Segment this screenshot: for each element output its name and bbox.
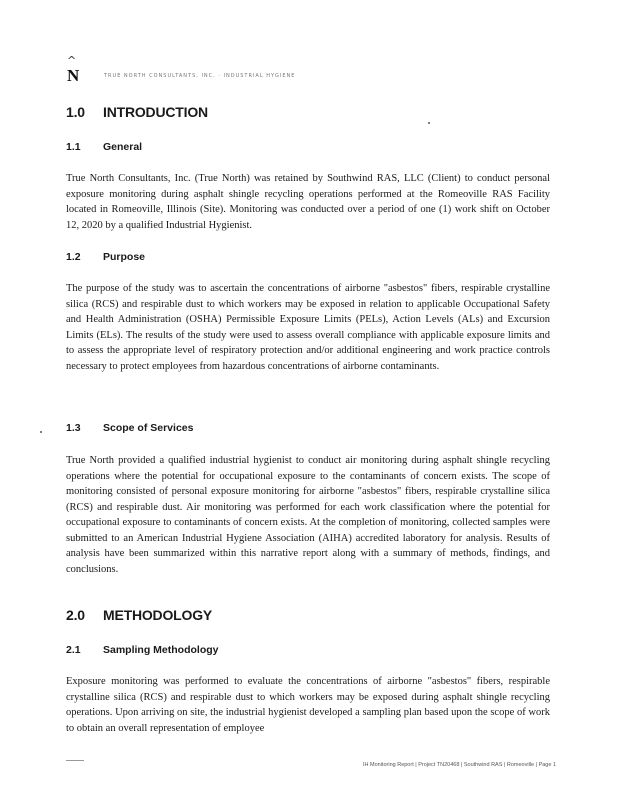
section-number: 1.0 [66, 104, 85, 120]
subsection-title: Sampling Methodology [103, 644, 219, 656]
section-title: INTRODUCTION [103, 104, 208, 120]
subsection-number: 1.3 [66, 422, 81, 434]
subsection-number: 1.1 [66, 141, 81, 153]
sampling-paragraph: Exposure monitoring was performed to evaluate the concentrations of airborne "asbestos" fibers, respirable crystalline silica (RCS) and respirable dust to which workers may be exposed during asphalt shingle recycling operations. Upon arriving on site, the industrial hygienist developed a sampling plan based upon the scope of work to obtain an overall representation of employee [66, 676, 550, 734]
page-footer: IH Monitoring Report | Project TN20468 | Southwind RAS | Romeoville | Page 1 [362, 762, 556, 768]
purpose-paragraph: The purpose of the study was to ascertain the concentrations of airborne "asbestos" fibers, respirable crystalline silica (RCS) and respirable dust to which workers may be exposed in relation to applicable Occupational Safety and Health Administration (OSHA) Permissible Exposure Limits (PELs), Action Levels (ALs) and Excursion Limits (ELs). The results of the study were used to assess overall compliance with applicable exposure limits and to assess the appropriate level of respiratory protection and/or additional engineering and work practice controls necessary to protect employees from hazardous concentrations of airborne contaminants. [66, 283, 550, 372]
subsection-heading-general [66, 141, 142, 153]
subsection-number: 2.1 [66, 644, 81, 656]
subsection-heading-sampling [66, 644, 219, 656]
logo-letter: N [67, 66, 80, 85]
subsection-heading-purpose [66, 251, 145, 263]
subsection-title: Scope of Services [103, 422, 194, 434]
speck-mark [428, 122, 430, 124]
scope-paragraph: True North provided a qualified industrial hygienist to conduct air monitoring during asphalt shingle recycling operations where the potential for occupational exposure to the contaminants of concern exists. The scope of monitoring consisted of personal exposure monitoring for airborne "asbestos" fibers, respirable crystalline silica (RCS) and respirable dust. Air monitoring was performed for each work classification where the potential for occupational exposure to contaminants of concern exists. At the completion of monitoring, collected samples were submitted to an American Industrial Hygiene Association (AIHA) accredited laboratory for analysis. Results of analysis have been summarized within this narrative report along with a summary of methods, findings, and conclusions. [66, 455, 550, 575]
running-head: TRUE NORTH CONSULTANTS, INC. · INDUSTRIAL HYGIENE [104, 73, 296, 79]
section-number: 2.0 [66, 607, 85, 623]
logo-chevron-icon: ^ [67, 54, 77, 67]
subsection-title: Purpose [103, 251, 146, 263]
section-heading-introduction [66, 104, 208, 120]
section-title: METHODOLOGY [103, 607, 213, 623]
footer-rule [66, 760, 84, 761]
section-heading-methodology [66, 607, 212, 623]
subsection-title: General [103, 141, 143, 153]
company-logo [64, 55, 86, 87]
subsection-heading-scope [66, 422, 193, 434]
general-paragraph: True North Consultants, Inc. (True North) was retained by Southwind RAS, LLC (Client) to conduct personal exposure monitoring during asphalt shingle recycling operations performed at the Romeoville RAS Facility located in Romeoville, Illinois (Site). Monitoring was conducted over a period of one (1) work shift on October 12, 2020 by a qualified Industrial Hygienist. [66, 173, 550, 231]
subsection-number: 1.2 [66, 251, 81, 263]
speck-mark [40, 431, 42, 433]
